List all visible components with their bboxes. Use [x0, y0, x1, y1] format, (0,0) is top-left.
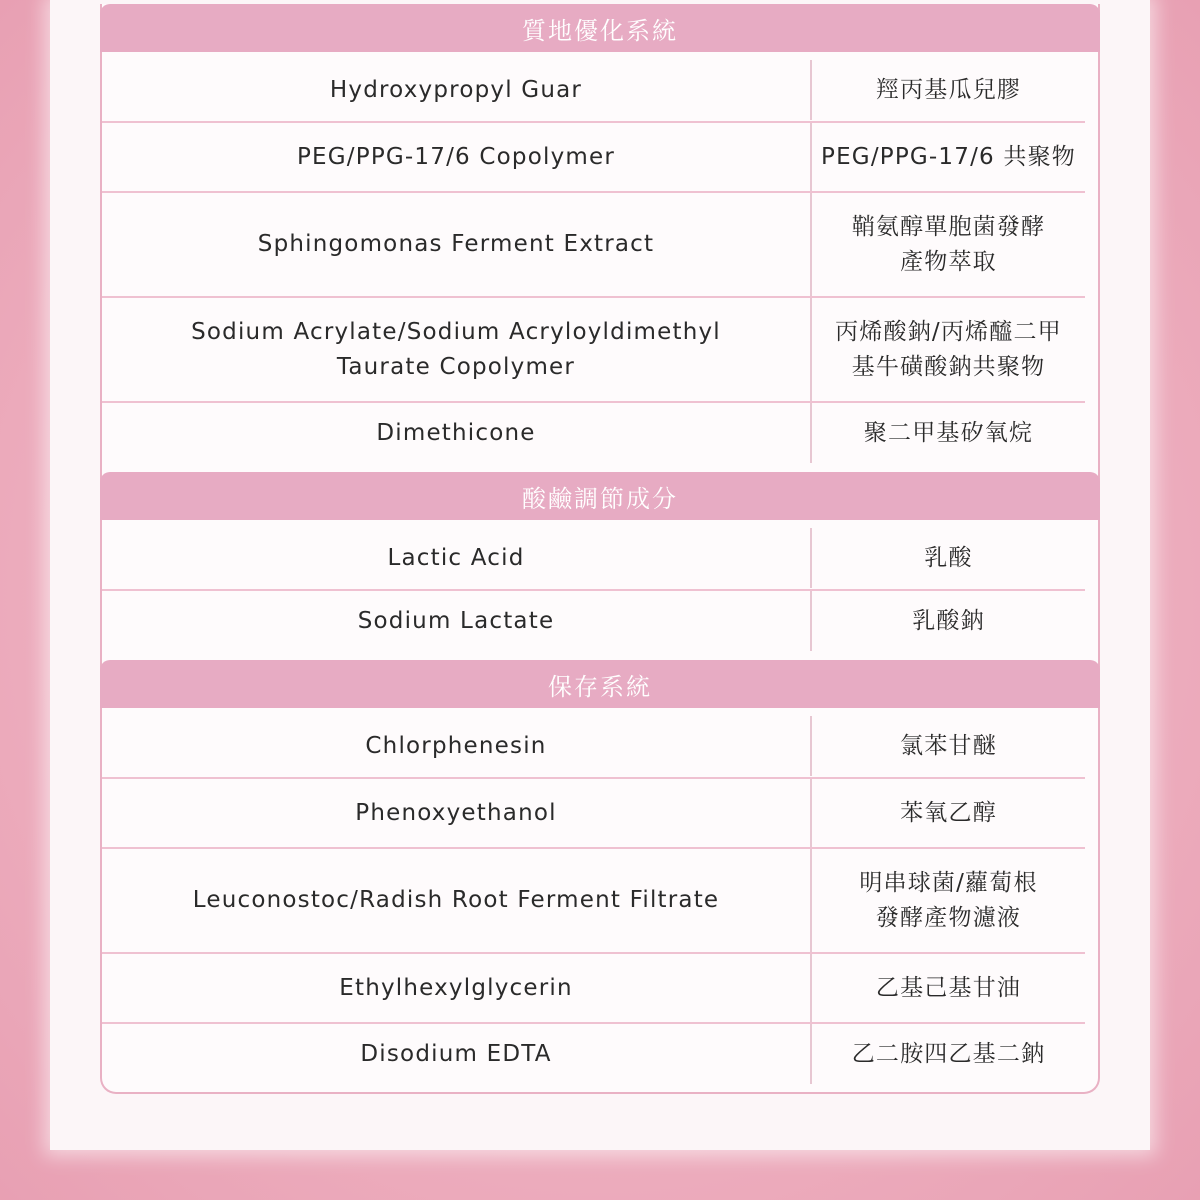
- ingredient-en: Disodium EDTA: [360, 1040, 552, 1067]
- ingredient-zh: 聚二甲基矽氧烷: [863, 419, 1034, 446]
- ingredient-en: Ethylhexylglycerin: [339, 974, 573, 1001]
- section-title: 酸鹼調節成分: [522, 484, 678, 513]
- table-row: [102, 123, 1085, 191]
- table-row: [102, 298, 1085, 401]
- table-row: [102, 528, 1085, 588]
- ingredient-en: Dimethicone: [376, 419, 536, 446]
- table-row: [102, 591, 1085, 651]
- ingredient-en: Sodium Acrylate/Sodium Acryloyldimethyl Taurate Copolymer: [191, 318, 721, 380]
- ingredient-en: Chlorphenesin: [365, 732, 547, 759]
- ingredient-zh: PEG/PPG-17/6 共聚物: [821, 143, 1076, 170]
- ingredient-en: Sodium Lactate: [357, 607, 555, 634]
- ingredient-zh: 乙基己基甘油: [875, 974, 1022, 1001]
- ingredient-zh: 乙二胺四乙基二鈉: [851, 1040, 1046, 1067]
- section-header-preservative: [100, 660, 1100, 708]
- ingredient-en: Hydroxypropyl Guar: [329, 76, 583, 103]
- ingredient-zh: 明串球菌/蘿蔔根 發酵產物濾液: [859, 869, 1038, 931]
- ingredient-en: PEG/PPG-17/6 Copolymer: [296, 143, 615, 170]
- ingredient-en: Lactic Acid: [387, 544, 525, 571]
- table-row: [102, 1024, 1085, 1084]
- section-title: 質地優化系統: [522, 16, 678, 45]
- ingredient-zh: 苯氧乙醇: [900, 799, 997, 826]
- ingredient-zh: 氯苯甘醚: [900, 732, 997, 759]
- ingredient-en: Phenoxyethanol: [355, 799, 557, 826]
- ingredient-zh: 乳酸鈉: [912, 607, 985, 634]
- ingredient-en: Sphingomonas Ferment Extract: [257, 231, 655, 257]
- section-header-texture: [100, 4, 1100, 52]
- table-row: [102, 849, 1085, 952]
- ingredient-zh: 乳酸: [924, 544, 973, 571]
- section-header-ph: [100, 472, 1100, 520]
- table-row: [102, 779, 1085, 847]
- table-row: [102, 954, 1085, 1022]
- ingredient-zh: 鞘氨醇單胞菌發酵 產物萃取: [851, 213, 1046, 275]
- section-title: 保存系統: [548, 672, 652, 701]
- ingredient-zh: 羥丙基瓜兒膠: [875, 76, 1022, 103]
- table-row: [102, 193, 1085, 296]
- table-row: [102, 716, 1085, 776]
- table-row: [102, 60, 1085, 120]
- ingredient-zh: 丙烯酸鈉/丙烯醯二甲 基牛磺酸鈉共聚物: [835, 318, 1062, 380]
- table-row: [102, 403, 1085, 463]
- ingredient-en: Leuconostoc/Radish Root Ferment Filtrate: [192, 887, 720, 913]
